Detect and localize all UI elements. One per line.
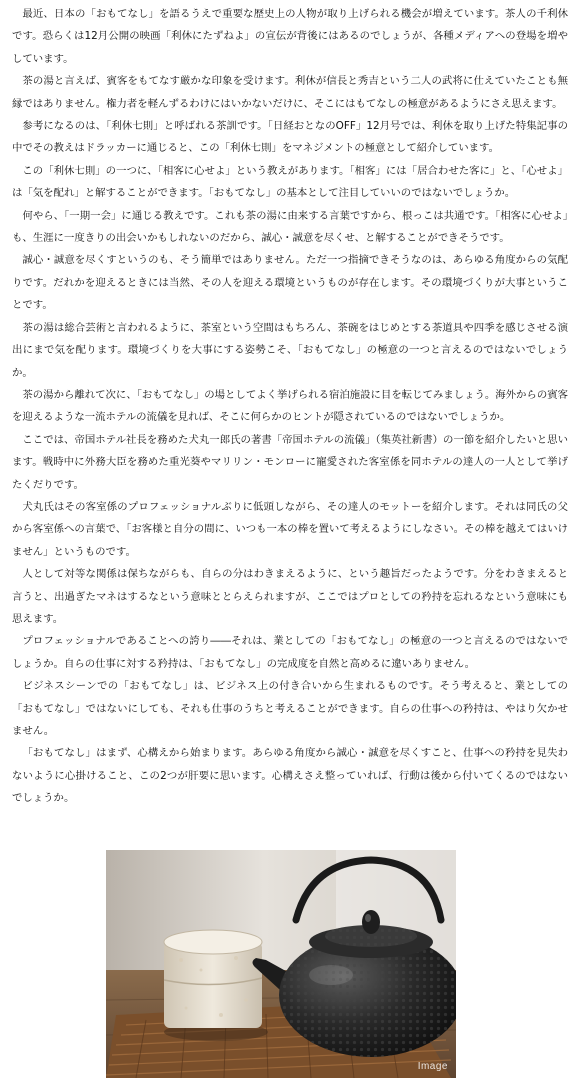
article-paragraph: 何やら、「一期一会」に通じる教えです。これも茶の湯に由来する言葉ですから、根っこは共通です。「相客に心せよ」も、生涯に一度きりの出会いかもしれないのだから、誠心・誠意を尽くせ、と解することができそうです。 xyxy=(12,209,568,245)
article-paragraph: この「利休七則」の一つに、「相客に心せよ」という教えがあります。「相客」には「居合わせた客に」と、「心せよ」は「気を配れ」と解することができます。「おもてなし」の基本として注目していいのではないでしょうか。 xyxy=(12,164,568,200)
article-paragraph: 人として対等な関係は保ちながらも、自らの分はわきまえるように、という趣旨だったようです。分をわきまえると言うと、出過ぎたマネはするなという意味ととらえられますが、ここではプロとしての矜持を忘れるなという意味にも思えます。 xyxy=(12,568,568,625)
article-paragraph: 参考になるのは、「利休七則」と呼ばれる茶訓です。「日経おとなのOFF」12月号では、利休を取り上げた特集記事の中でその教えはドラッカーに通じると、この「利休七則」をマネジメントの極意として紹介しています。 xyxy=(12,120,568,155)
article-paragraph: 犬丸氏はその客室係のプロフェッショナルぶりに低頭しながら、その達人のモットーを紹介します。それは同氏の父から客室係への言葉で、「お客様と自分の間に、いつも一本の棒を置いて考えるようにしなさい。その棒を越えてはいけません」というものです。 xyxy=(12,500,568,558)
article-paragraph: 最近、日本の「おもてなし」を語るうえで重要な歴史上の人物が取り上げられる機会が増えています。茶人の千利休です。恐らくは12月公開の映画「利休にたずねよ」の宣伝が背後にはあるのでしょうが、各種メディアへの登場を増やしています。 xyxy=(12,8,568,65)
teapot-illustration xyxy=(106,850,456,1078)
article-body xyxy=(12,3,568,810)
wagashi-cake xyxy=(164,930,268,1041)
article-paragraph: ビジネスシーンでの「おもてなし」は、ビジネス上の付き合いから生まれるものです。そう考えると、業としての「おもてなし」ではないにしても、それも仕事のうちと考えることができます。自らの仕事への矜持は、やはり欠かせません。 xyxy=(12,680,568,737)
article-paragraph: プロフェッショナルであることへの誇り――それは、業としての「おもてなし」の極意の一つと言えるのではないでしょうか。自らの仕事に対する矜持は、「おもてなし」の完成度を自然と高めるに違いありません。 xyxy=(12,635,568,670)
article-paragraph: 「おもてなし」はまず、心構えから始まります。あらゆる角度から誠心・誠意を尽くすこと、仕事への矜持を見失わないように心掛けること、この2つが肝要に思います。心構えさえ整っていれば、行動は後から付いてくるのではないでしょうか。 xyxy=(12,747,568,805)
article-paragraph: 茶の湯から離れて次に、「おもてなし」の場としてよく挙げられる宿泊施設に目を転じてみましょう。海外からの賓客を迎えるような一流ホテルの流儀を見れば、そこに何らかのヒントが隠されているのではないでしょうか。 xyxy=(12,388,568,424)
article-paragraph: 茶の湯は総合芸術と言われるように、茶室という空間はもちろん、茶碗をはじめとする茶道具や四季を感じさせる演出にまで気を配ります。環境づくりを大事にする姿勢こそ、「おもてなし」の極意の一つと言えるのではないでしょうか。 xyxy=(12,321,568,379)
teapot-photo xyxy=(106,850,456,1078)
article-paragraph: 茶の湯と言えば、賓客をもてなす厳かな印象を受けます。利休が信長と秀吉という二人の武将に仕えていたことも無縁ではありません。権力者を軽んずるわけにはいかないだけに、そこにはもてなしの極意があるようにさえ思えます。 xyxy=(12,75,568,110)
image-label: Image xyxy=(417,1061,448,1072)
article-paragraph: ここでは、帝国ホテル社長を務めた犬丸一郎氏の著書「帝国ホテルの流儀」（集英社新書）の一節を紹介したいと思います。戦時中に外務大臣を務めた重光葵やマリリン・モンローに寵愛された客室係を同ホテルの達人の一人として挙げたくだりです。 xyxy=(12,433,568,491)
article-paragraph: 誠心・誠意を尽くすというのも、そう簡単ではありません。ただ一つ指摘できそうなのは、あらゆる角度からの気配りです。だれかを迎えるときには当然、その人を迎える環境というものが存在します。その環境づくりが大事ということです。 xyxy=(12,254,568,312)
